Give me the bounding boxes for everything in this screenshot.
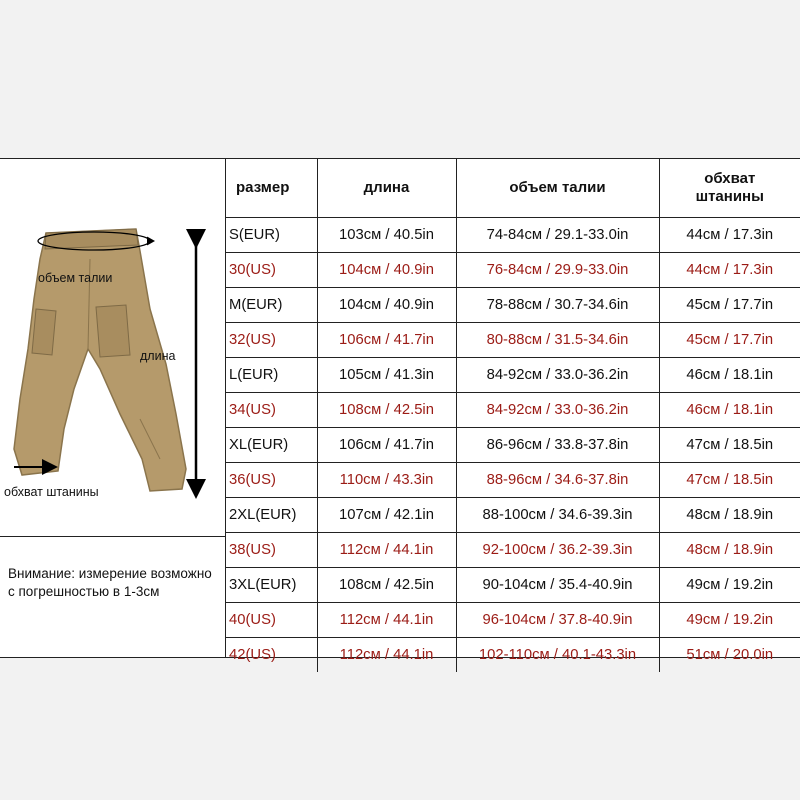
cell-length: 104см / 40.9in bbox=[317, 253, 456, 288]
cell-length: 108см / 42.5in bbox=[317, 393, 456, 428]
size-table bbox=[226, 159, 800, 672]
cell-waist: 78-88см / 30.7-34.6in bbox=[456, 288, 659, 323]
table-row bbox=[226, 463, 800, 498]
cell-size: 42(US) bbox=[229, 647, 276, 663]
cell-waist: 74-84см / 29.1-33.0in bbox=[456, 218, 659, 253]
cell-length: 105см / 41.3in bbox=[317, 358, 456, 393]
cell-length: 104см / 40.9in bbox=[317, 288, 456, 323]
cell-size: L(EUR) bbox=[226, 358, 317, 393]
cell-leg: 46см / 18.1in bbox=[659, 393, 800, 428]
cell-size: XL(EUR) bbox=[226, 428, 317, 463]
cell-waist: 90-104см / 35.4-40.9in bbox=[456, 568, 659, 603]
cell-size: 38(US) bbox=[226, 533, 317, 568]
table-row bbox=[226, 218, 800, 253]
table-row bbox=[226, 568, 800, 603]
cell-length: 103см / 40.5in bbox=[317, 218, 456, 253]
cell-length: 112см / 44.1in bbox=[317, 533, 456, 568]
pants-illustration bbox=[0, 159, 226, 537]
pants-image bbox=[0, 159, 226, 537]
waist-label: объем талии bbox=[38, 271, 113, 285]
cell-leg: 44см / 17.3in bbox=[659, 253, 800, 288]
cell-leg: 45см / 17.7in bbox=[659, 323, 800, 358]
table-row bbox=[226, 323, 800, 358]
cell-length: 108см / 42.5in bbox=[317, 568, 456, 603]
cell-size: 36(US) bbox=[226, 463, 317, 498]
cell-leg: 48см / 18.9in bbox=[659, 533, 800, 568]
cell-waist: 84-92см / 33.0-36.2in bbox=[456, 358, 659, 393]
cell-size: M(EUR) bbox=[226, 288, 317, 323]
header-leg bbox=[659, 159, 800, 218]
cell-size: 34(US) bbox=[226, 393, 317, 428]
cell-waist: 92-100см / 36.2-39.3in bbox=[456, 533, 659, 568]
cell-size: 30(US) bbox=[226, 253, 317, 288]
cell-leg: 44см / 17.3in bbox=[659, 218, 800, 253]
cell-length: 107см / 42.1in bbox=[317, 498, 456, 533]
table-row bbox=[226, 533, 800, 568]
cell-size: 2XL(EUR) bbox=[226, 498, 317, 533]
table-row bbox=[226, 393, 800, 428]
table-row bbox=[226, 253, 800, 288]
cell-length: 106см / 41.7in bbox=[317, 323, 456, 358]
leg-label: обхват штанины bbox=[4, 485, 99, 499]
cell-size: 32(US) bbox=[226, 323, 317, 358]
table-row bbox=[226, 603, 800, 638]
cell-leg: 48см / 18.9in bbox=[659, 498, 800, 533]
cell-leg: 47см / 18.5in bbox=[659, 428, 800, 463]
size-chart bbox=[0, 158, 800, 663]
table-row bbox=[226, 358, 800, 393]
header-leg-line1: обхват bbox=[704, 170, 756, 187]
table-row bbox=[226, 638, 800, 673]
cell-waist: 76-84см / 29.9-33.0in bbox=[456, 253, 659, 288]
cell-leg: 47см / 18.5in bbox=[659, 463, 800, 498]
table-row bbox=[226, 288, 800, 323]
cell-leg: 49см / 19.2in bbox=[659, 603, 800, 638]
cell-waist: 84-92см / 33.0-36.2in bbox=[456, 393, 659, 428]
header-length: длина bbox=[317, 159, 456, 218]
cell-waist: 88-96см / 34.6-37.8in bbox=[456, 463, 659, 498]
header-waist: объем талии bbox=[456, 159, 659, 218]
cell-waist: 86-96см / 33.8-37.8in bbox=[456, 428, 659, 463]
cell-leg: 49см / 19.2in bbox=[659, 568, 800, 603]
table-row bbox=[226, 498, 800, 533]
cell-leg: 45см / 17.7in bbox=[659, 288, 800, 323]
left-panel bbox=[0, 159, 226, 657]
cell-size: 3XL(EUR) bbox=[226, 568, 317, 603]
cell-length: 112см / 44.1in bbox=[317, 638, 456, 673]
header-leg-line2: штанины bbox=[695, 188, 764, 205]
length-label: длина bbox=[140, 349, 176, 363]
measurement-note: Внимание: измерение возможно с погрешностью в 1-3см bbox=[8, 566, 212, 599]
cell-waist: 102-110см / 40.1-43.3in bbox=[456, 638, 659, 673]
header-size: размер bbox=[226, 159, 317, 218]
cell-waist: 80-88см / 31.5-34.6in bbox=[456, 323, 659, 358]
table-row bbox=[226, 428, 800, 463]
table-header-row bbox=[226, 159, 800, 218]
cell-waist: 88-100см / 34.6-39.3in bbox=[456, 498, 659, 533]
cell-length: 106см / 41.7in bbox=[317, 428, 456, 463]
cell-length: 110см / 43.3in bbox=[317, 463, 456, 498]
cell-size: 40(US) bbox=[226, 603, 317, 638]
cell-leg: 46см / 18.1in bbox=[659, 358, 800, 393]
cell-size: S(EUR) bbox=[226, 218, 317, 253]
cell-leg: 51см / 20.0in bbox=[659, 638, 800, 673]
cell-waist: 96-104см / 37.8-40.9in bbox=[456, 603, 659, 638]
cell-length: 112см / 44.1in bbox=[317, 603, 456, 638]
